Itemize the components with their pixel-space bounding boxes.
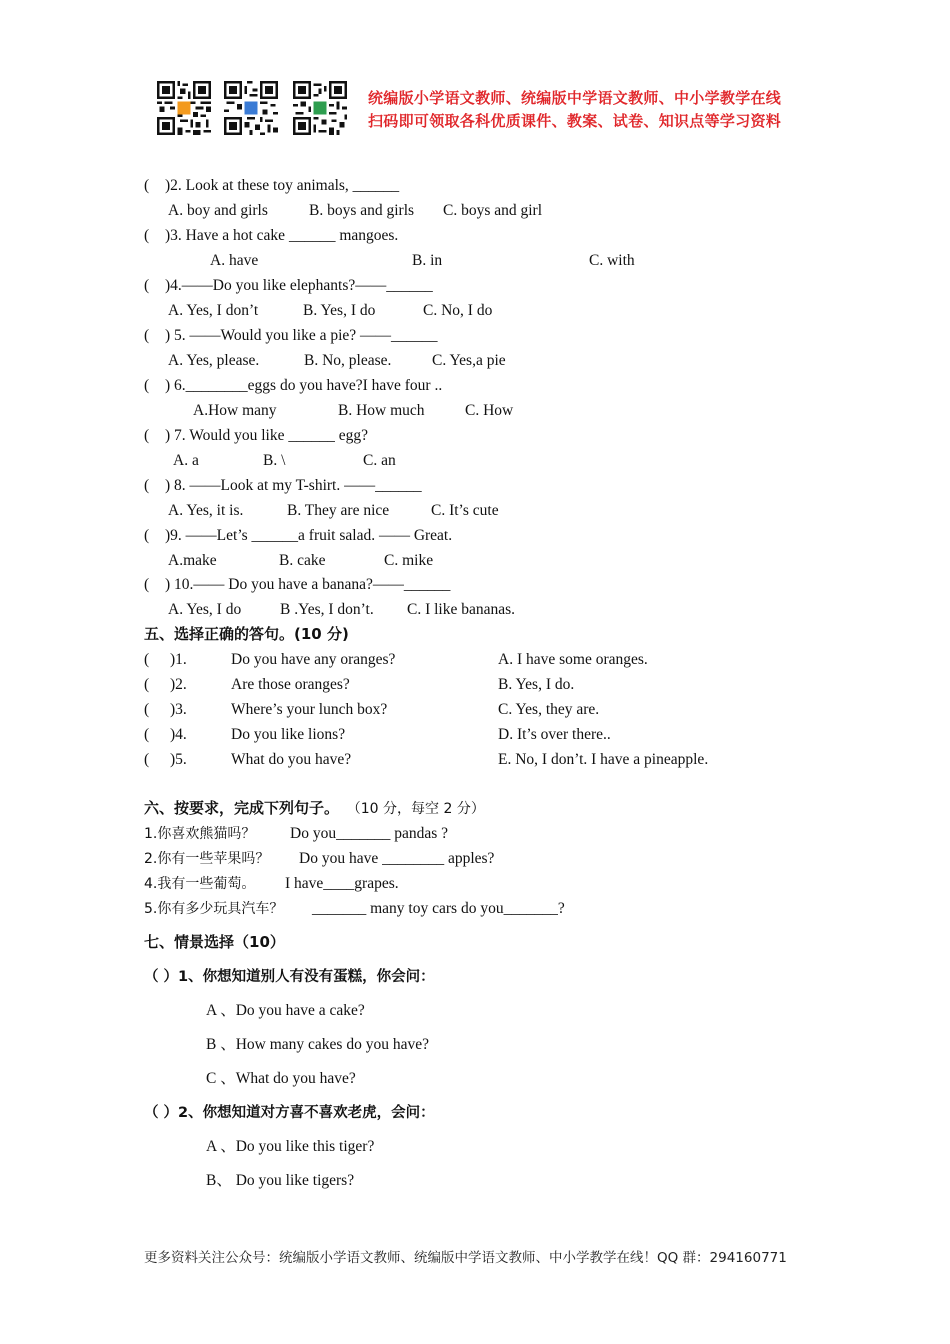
matching-row [0, 673, 950, 697]
option-a: A. have [210, 252, 259, 269]
option-a: A 、Do you like this tiger? [206, 1138, 375, 1155]
option-b: B. \ [263, 452, 286, 469]
answer-paren[interactable]: ( [144, 726, 150, 743]
option-b: B. boys and girls [309, 202, 415, 219]
option-b: B. cake [279, 552, 326, 569]
question-stem: ) 8. ——Look at my T-shirt. ——______ [165, 477, 422, 494]
option-c: C. How [465, 402, 514, 419]
option-a: A.How many [193, 402, 277, 419]
section-6-score: （10 分，每空 2 分） [346, 801, 485, 817]
option-c: C. an [363, 452, 396, 469]
answer-paren[interactable]: ( [144, 277, 150, 294]
option-c: C. I like bananas. [407, 601, 516, 618]
matching-row [0, 748, 950, 772]
row-number: )3. [170, 701, 187, 718]
question-2 [0, 174, 950, 198]
english-sentence[interactable]: Do you_______ pandas ? [290, 825, 448, 842]
answer-paren[interactable]: ( [144, 327, 150, 344]
answer-paren[interactable]: ( [144, 576, 150, 593]
row-number: )2. [170, 676, 187, 693]
answer-paren[interactable]: ( [144, 527, 150, 544]
question-text: What do you have? [231, 751, 352, 768]
english-sentence[interactable]: Do you have ________ apples? [299, 850, 495, 867]
option-b: B. How much [338, 402, 425, 419]
question-5 [0, 324, 950, 348]
matching-row [0, 648, 950, 672]
chinese-prompt: 2.你有一些苹果吗？ [144, 851, 270, 867]
option-c: C 、What do you have? [206, 1070, 356, 1087]
chinese-prompt: 4.我有一些葡萄。 [144, 876, 256, 892]
question-7-options [0, 449, 950, 473]
option-b: B. They are nice [287, 502, 390, 519]
question-8 [0, 474, 950, 498]
question-stem: ) 7. Would you like ______ egg? [165, 427, 368, 444]
answer-paren[interactable]: ( [144, 377, 150, 394]
question-text: Do you like lions? [231, 726, 346, 743]
option-a: A. Yes, please. [168, 352, 260, 369]
question-text: Where’s your lunch box? [231, 701, 388, 718]
scenario-option [0, 1067, 950, 1091]
section-6-heading [144, 797, 485, 818]
answer-paren[interactable]: ( [144, 676, 150, 693]
question-10 [0, 573, 950, 597]
option-c: C. boys and girl [443, 202, 543, 219]
answer-text: C. Yes, they are. [498, 701, 600, 718]
english-sentence[interactable]: I have____grapes. [285, 875, 399, 892]
option-c: C. with [589, 252, 635, 269]
option-a: A. Yes, it is. [168, 502, 244, 519]
option-b: B、 Do you like tigers? [206, 1172, 355, 1189]
question-stem: )9. ——Let’s ______a fruit salad. —— Great. [165, 527, 453, 544]
question-text: Do you have any oranges? [231, 651, 396, 668]
scenario-question-2: （ ）2、你想知道对方喜不喜欢老虎，会问： [144, 1105, 435, 1121]
option-b: B. No, please. [304, 352, 392, 369]
answer-paren[interactable]: ( [144, 651, 150, 668]
matching-row [0, 698, 950, 722]
section-6-title: 六、按要求，完成下列句子。 [144, 799, 340, 817]
promo-banner-line-2: 扫码即可领取各科优质课件、教案、试卷、知识点等学习资料 [368, 112, 782, 130]
qr-code-icon [157, 81, 211, 135]
english-sentence[interactable]: _______ many toy cars do you_______? [312, 900, 565, 917]
completion-item [0, 822, 950, 846]
question-6-options [0, 399, 950, 423]
qr-code-icon [224, 81, 278, 135]
question-2-options [0, 199, 950, 223]
option-a: A. Yes, I do [168, 601, 242, 618]
option-a: A. Yes, I don’t [168, 302, 259, 319]
page-footer: 更多资料关注公众号：统编版小学语文教师、统编版中学语文教师、中小学教学在线！QQ 群：294160771 [144, 1250, 787, 1266]
option-c: C. It’s cute [431, 502, 499, 519]
completion-item [0, 872, 950, 896]
scenario-option [0, 1169, 950, 1193]
qr-code-icon [293, 81, 347, 135]
question-stem: )4.——Do you like elephants?——______ [165, 277, 433, 294]
question-stem: )2. Look at these toy animals, ______ [165, 177, 400, 194]
question-3 [0, 224, 950, 248]
option-a: A. boy and girls [168, 202, 268, 219]
answer-paren[interactable]: ( [144, 477, 150, 494]
question-stem: ) 10.—— Do you have a banana?——______ [165, 576, 451, 593]
answer-paren[interactable]: ( [144, 177, 150, 194]
row-number: )5. [170, 751, 187, 768]
answer-paren[interactable]: ( [144, 427, 150, 444]
answer-text: A. I have some oranges. [498, 651, 648, 668]
question-stem: ) 5. ——Would you like a pie? ——______ [165, 327, 438, 344]
question-8-options [0, 499, 950, 523]
answer-text: B. Yes, I do. [498, 676, 575, 693]
scenario-option [0, 1135, 950, 1159]
completion-item [0, 847, 950, 871]
option-b: B .Yes, I don’t. [280, 601, 374, 618]
chinese-prompt: 1.你喜欢熊猫吗？ [144, 826, 256, 842]
option-a: A.make [168, 552, 217, 569]
option-c: C. mike [384, 552, 434, 569]
question-text: Are those oranges? [231, 676, 350, 693]
option-b: B 、How many cakes do you have? [206, 1036, 429, 1053]
answer-paren[interactable]: ( [144, 751, 150, 768]
answer-paren[interactable]: ( [144, 227, 150, 244]
chinese-prompt: 5.你有多少玩具汽车？ [144, 901, 284, 917]
option-b: B. in [412, 252, 443, 269]
completion-item [0, 897, 950, 921]
promo-banner-line-1: 统编版小学语文教师、统编版中学语文教师、中小学教学在线 [368, 89, 782, 107]
option-c: C. No, I do [423, 302, 493, 319]
question-7 [0, 424, 950, 448]
question-6 [0, 374, 950, 398]
answer-text: D. It’s over there.. [498, 726, 611, 743]
option-b: B. Yes, I do [303, 302, 376, 319]
row-number: )4. [170, 726, 187, 743]
answer-paren[interactable]: ( [144, 701, 150, 718]
option-a: A 、Do you have a cake? [206, 1002, 365, 1019]
question-9 [0, 524, 950, 548]
question-stem: ) 6.________eggs do you have?I have four .. [165, 377, 443, 394]
scenario-option [0, 1033, 950, 1057]
section-7-title: 七、情景选择（10） [144, 933, 285, 951]
option-c: C. Yes,a pie [432, 352, 506, 369]
row-number: )1. [170, 651, 187, 668]
question-4 [0, 274, 950, 298]
question-4-options [0, 299, 950, 323]
section-5-title: 五、选择正确的答句。(10 分) [144, 625, 349, 643]
answer-text: E. No, I don’t. I have a pineapple. [498, 751, 709, 768]
question-10-options [0, 598, 950, 622]
question-stem: )3. Have a hot cake ______ mangoes. [165, 227, 399, 244]
question-5-options [0, 349, 950, 373]
option-a: A. a [173, 452, 199, 469]
question-9-options [0, 549, 950, 573]
scenario-question-1: （ ）1、你想知道别人有没有蛋糕，你会问： [144, 969, 435, 985]
scenario-option [0, 999, 950, 1023]
question-3-options [0, 249, 950, 273]
matching-row [0, 723, 950, 747]
